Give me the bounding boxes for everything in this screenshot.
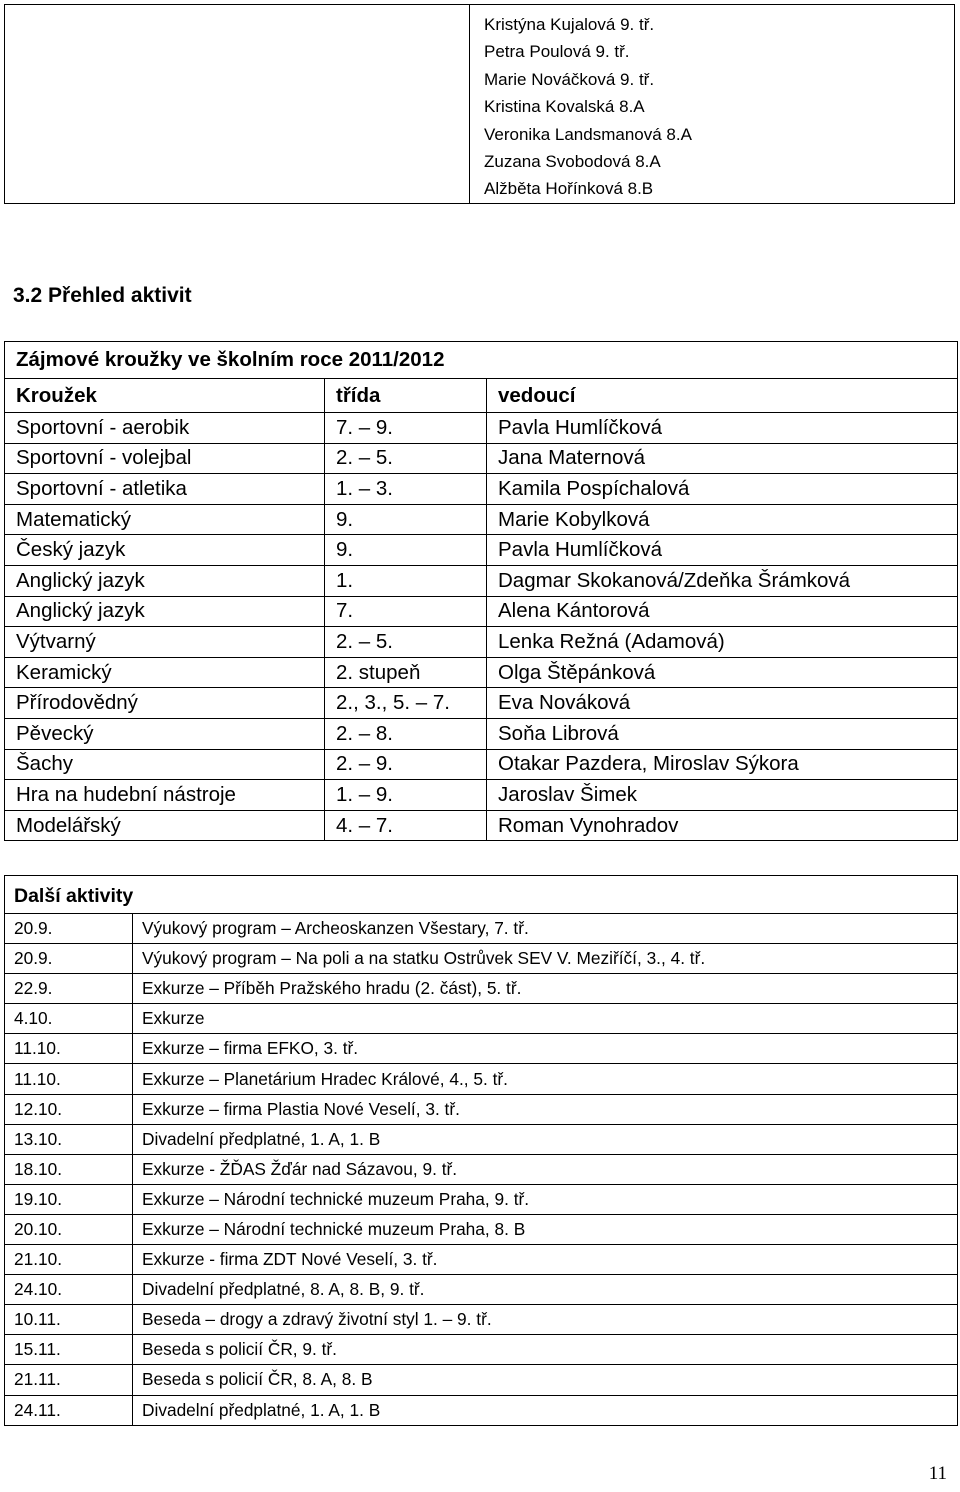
name-line: Alžběta Hořínková 8.B [484, 179, 654, 199]
name-line: Veronika Landsmanová 8.A [484, 124, 692, 144]
activity-date: 22.9. [5, 974, 133, 1004]
activity-date: 4.10. [5, 1004, 133, 1034]
activity-date: 12.10. [5, 1094, 133, 1124]
club-class: 2., 3., 5. – 7. [325, 688, 487, 719]
table-row [5, 688, 958, 719]
clubs-table [4, 341, 958, 841]
activity-description: Beseda s policií ČR, 9. tř. [133, 1335, 958, 1365]
club-name: Matematický [5, 504, 325, 535]
activity-description: Divadelní předplatné, 1. A, 1. B [133, 1124, 958, 1154]
table-row [5, 914, 958, 944]
activity-description: Beseda s policií ČR, 8. A, 8. B [133, 1365, 958, 1395]
club-leader: Kamila Pospíchalová [487, 474, 958, 505]
activity-description: Exkurze – firma Plastia Nové Veselí, 3. tř. [133, 1094, 958, 1124]
section-heading: 3.2 Přehled aktivit [13, 284, 192, 307]
club-name: Šachy [5, 749, 325, 780]
name-line: Marie Nováčková 9. tř. [484, 69, 655, 89]
club-class: 7. [325, 596, 487, 627]
club-class: 1. – 9. [325, 780, 487, 811]
club-class: 2. stupeň [325, 657, 487, 688]
clubs-header-class: třída [325, 379, 487, 413]
club-name: Keramický [5, 657, 325, 688]
club-name: Anglický jazyk [5, 596, 325, 627]
name-line: Petra Poulová 9. tř. [484, 42, 630, 62]
activity-date: 24.11. [5, 1395, 133, 1425]
names-list [470, 5, 954, 203]
club-leader: Jaroslav Šimek [487, 780, 958, 811]
club-leader: Marie Kobylková [487, 504, 958, 535]
clubs-header-club: Kroužek [5, 379, 325, 413]
club-leader: Roman Vynohradov [487, 810, 958, 841]
club-class: 1. – 3. [325, 474, 487, 505]
club-name: Hra na hudební nástroje [5, 780, 325, 811]
activity-date: 11.10. [5, 1064, 133, 1094]
table-row [5, 1184, 958, 1214]
activity-description: Výukový program – Na poli a na statku Ostrůvek SEV V. Meziříčí, 3., 4. tř. [133, 944, 958, 974]
club-name: Výtvarný [5, 627, 325, 658]
table-row [5, 413, 958, 444]
club-name: Český jazyk [5, 535, 325, 566]
table-row [5, 810, 958, 841]
table-row [5, 1124, 958, 1154]
activity-date: 21.10. [5, 1245, 133, 1275]
top-table-names-cell [470, 5, 955, 204]
activity-date: 20.9. [5, 944, 133, 974]
page-number: 11 [928, 1463, 947, 1484]
table-row [5, 504, 958, 535]
club-class: 2. – 9. [325, 749, 487, 780]
table-row [5, 1395, 958, 1425]
table-row [5, 1245, 958, 1275]
name-line: Kristina Kovalská 8.A [484, 97, 645, 117]
table-row [5, 1335, 958, 1365]
club-name: Přírodovědný [5, 688, 325, 719]
activity-date: 10.11. [5, 1305, 133, 1335]
table-row [5, 657, 958, 688]
table-row [5, 474, 958, 505]
table-row [5, 443, 958, 474]
table-row [5, 974, 958, 1004]
table-row [5, 749, 958, 780]
club-leader: Soňa Librová [487, 718, 958, 749]
activity-description: Exkurze - firma ZDT Nové Veselí, 3. tř. [133, 1245, 958, 1275]
club-name: Anglický jazyk [5, 565, 325, 596]
activity-date: 15.11. [5, 1335, 133, 1365]
table-row [5, 1064, 958, 1094]
activity-date: 20.9. [5, 914, 133, 944]
activities-table-title: Další aktivity [5, 876, 958, 914]
clubs-table-title: Zájmové kroužky ve školním roce 2011/2012 [5, 342, 958, 379]
club-class: 2. – 5. [325, 443, 487, 474]
activity-description: Exkurze - ŽĎAS Žďár nad Sázavou, 9. tř. [133, 1154, 958, 1184]
club-class: 9. [325, 535, 487, 566]
activity-date: 24.10. [5, 1275, 133, 1305]
table-row [5, 944, 958, 974]
activity-date: 19.10. [5, 1184, 133, 1214]
top-table [4, 4, 955, 204]
table-row [5, 1275, 958, 1305]
activity-description: Divadelní předplatné, 8. A, 8. B, 9. tř. [133, 1275, 958, 1305]
club-class: 1. [325, 565, 487, 596]
club-class: 7. – 9. [325, 413, 487, 444]
activity-date: 11.10. [5, 1034, 133, 1064]
club-name: Pěvecký [5, 718, 325, 749]
club-leader: Olga Štěpánková [487, 657, 958, 688]
activity-date: 20.10. [5, 1214, 133, 1244]
table-row [5, 1094, 958, 1124]
activity-description: Exkurze – Příběh Pražského hradu (2. část), 5. tř. [133, 974, 958, 1004]
table-row [5, 565, 958, 596]
club-leader: Otakar Pazdera, Miroslav Sýkora [487, 749, 958, 780]
club-name: Sportovní - aerobik [5, 413, 325, 444]
name-line: Zuzana Svobodová 8.A [484, 152, 661, 172]
activity-description: Exkurze – Národní technické muzeum Praha, 9. tř. [133, 1184, 958, 1214]
club-leader: Alena Kántorová [487, 596, 958, 627]
table-row [5, 627, 958, 658]
table-row [5, 718, 958, 749]
table-row [5, 1365, 958, 1395]
club-leader: Pavla Humlíčková [487, 535, 958, 566]
club-class: 4. – 7. [325, 810, 487, 841]
table-row [5, 780, 958, 811]
activity-description: Exkurze – firma EFKO, 3. tř. [133, 1034, 958, 1064]
club-leader: Eva Nováková [487, 688, 958, 719]
activity-date: 21.11. [5, 1365, 133, 1395]
club-class: 2. – 5. [325, 627, 487, 658]
table-row [5, 535, 958, 566]
club-class: 2. – 8. [325, 718, 487, 749]
activity-description: Exkurze [133, 1004, 958, 1034]
activities-table [4, 875, 958, 1426]
club-class: 9. [325, 504, 487, 535]
activity-description: Výukový program – Archeoskanzen Všestary, 7. tř. [133, 914, 958, 944]
table-row [5, 1154, 958, 1184]
table-row [5, 1214, 958, 1244]
activity-date: 13.10. [5, 1124, 133, 1154]
club-name: Sportovní - volejbal [5, 443, 325, 474]
table-row [5, 1305, 958, 1335]
top-table-empty-cell [5, 5, 470, 204]
club-name: Modelářský [5, 810, 325, 841]
table-row [5, 596, 958, 627]
table-row [5, 1034, 958, 1064]
name-line: Kristýna Kujalová 9. tř. [484, 15, 655, 34]
activity-description: Exkurze – Národní technické muzeum Praha, 8. B [133, 1214, 958, 1244]
club-leader: Jana Maternová [487, 443, 958, 474]
activity-description: Exkurze – Planetárium Hradec Králové, 4., 5. tř. [133, 1064, 958, 1094]
club-leader: Dagmar Skokanová/Zdeňka Šrámková [487, 565, 958, 596]
table-row [5, 1004, 958, 1034]
activity-description: Divadelní předplatné, 1. A, 1. B [133, 1395, 958, 1425]
activity-description: Beseda – drogy a zdravý životní styl 1. – 9. tř. [133, 1305, 958, 1335]
club-name: Sportovní - atletika [5, 474, 325, 505]
activity-date: 18.10. [5, 1154, 133, 1184]
clubs-header-leader: vedoucí [487, 379, 958, 413]
club-leader: Lenka Režná (Adamová) [487, 627, 958, 658]
club-leader: Pavla Humlíčková [487, 413, 958, 444]
